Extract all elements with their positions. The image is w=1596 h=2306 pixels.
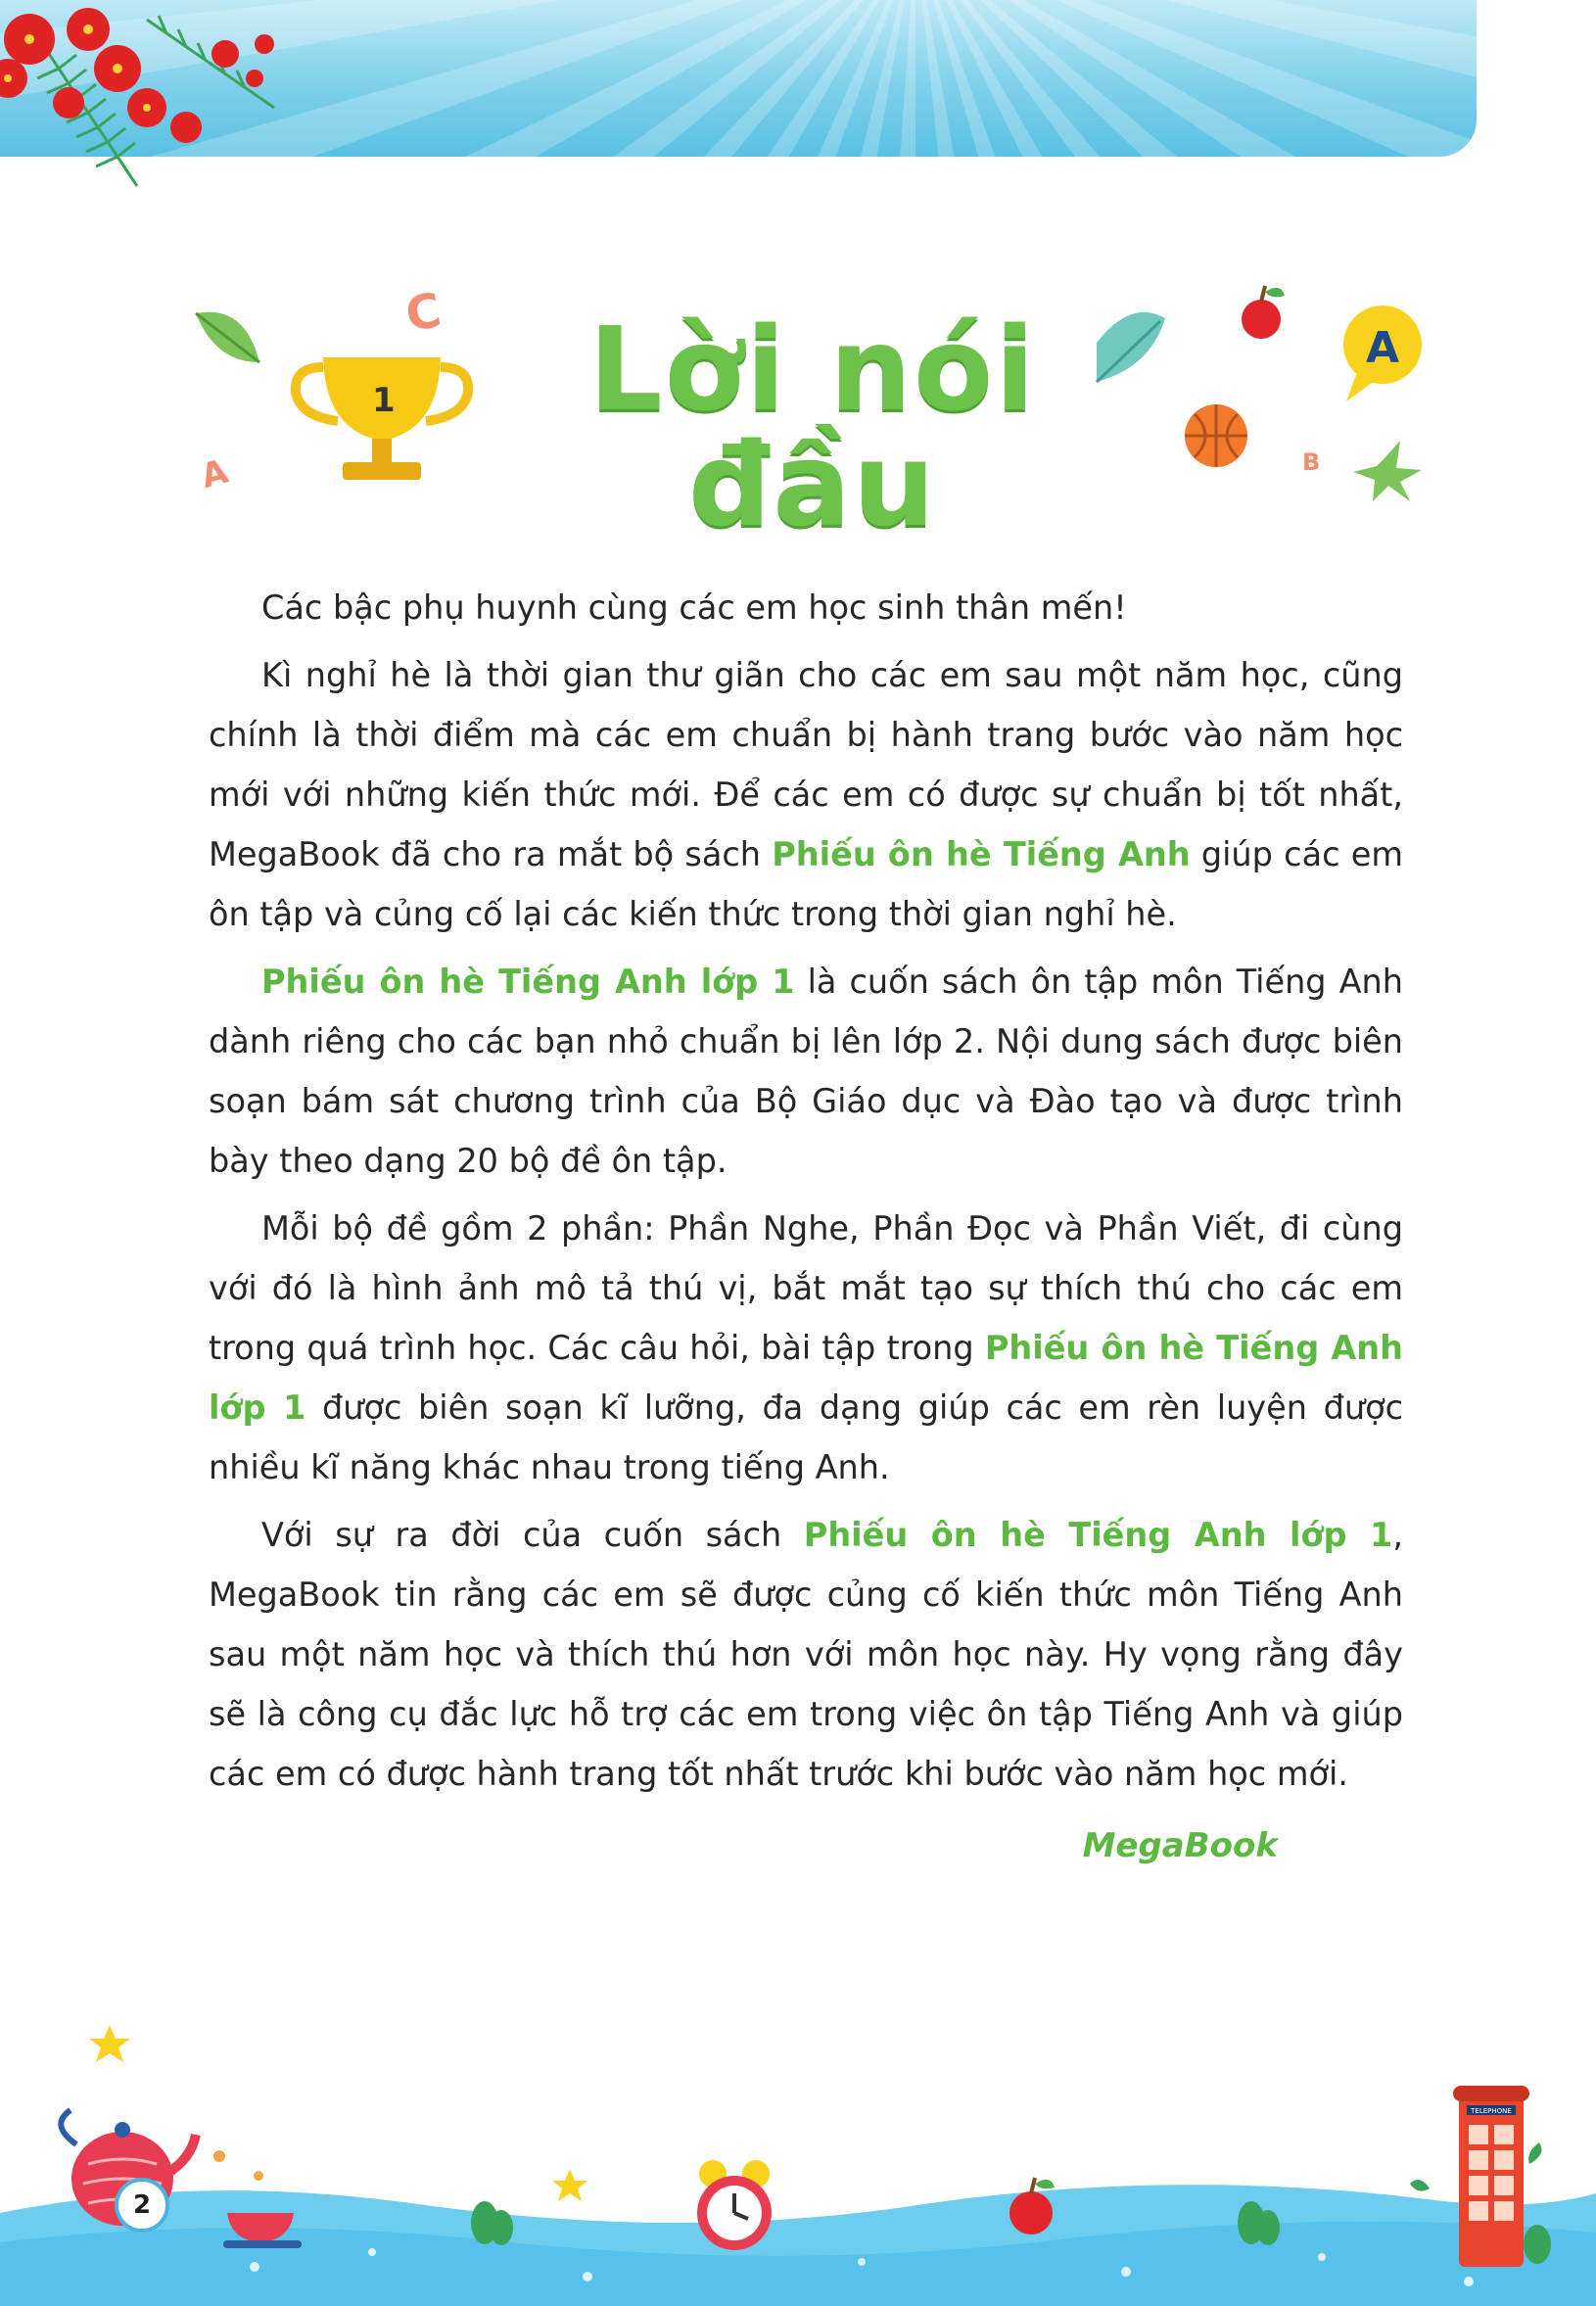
speech-bubble-icon: [1343, 306, 1422, 401]
text-run: là cuốn sách ôn tập môn Tiếng Anh dành riêng cho các bạn nhỏ chuẩn bị lên lớp 2. Nội dung sách được biên soạn bám sát chương trình của Bộ Giáo dục và Đào tạo và được trình bày theo dạng 20 bộ đề ôn tập.: [209, 963, 1403, 1180]
text-run: giúp các em ôn tập và củng cố lại các kiến thức trong thời gian nghỉ hè.: [209, 835, 1403, 933]
book-title-highlight: Phiếu ôn hè Tiếng Anh lớp 1: [261, 963, 795, 1001]
alarm-clock-icon: [697, 2160, 772, 2250]
text-run: , MegaBook tin rằng các em sẽ được củng cố kiến thức môn Tiếng Anh sau một năm học và thích thú hơn với môn học này. Hy vọng rằng đây sẽ là công cụ đắc lực hỗ trợ các em trong việc ôn tập Tiếng Anh và giúp các em có được hành trang tốt nhất trước khi bước vào năm học mới.: [209, 1516, 1403, 1793]
page-number: 2: [115, 2178, 169, 2233]
apple-icon: [1009, 2178, 1055, 2235]
leaf-icon: [196, 312, 259, 362]
paragraph-closing: [209, 1505, 1403, 1804]
paragraph-intro: [209, 645, 1403, 944]
leaf-icon: [1353, 441, 1422, 501]
text-run: Kì nghỉ hè là thời gian thư giãn cho các em sau một năm học, cũng chính là thời điểm mà các em chuẩn bị hành trang bước vào năm học mới với những kiến thức mới. Để các em có được sự chuẩn bị tốt nhất, MegaBook đã cho ra mắt bộ sách: [209, 656, 1403, 873]
paragraph-greeting: Các bậc phụ huynh cùng các em học sinh thân mến!: [261, 588, 1127, 627]
bush-icon: [1238, 2201, 1280, 2245]
book-title-highlight: Phiếu ôn hè Tiếng Anh: [772, 835, 1191, 873]
basketball-icon: [1185, 404, 1247, 467]
text-run: được biên soạn kĩ lưỡng, đa dạng giúp các em rèn luyện được nhiều kĩ năng khác nhau trong tiếng Anh.: [209, 1388, 1403, 1486]
bush-icon: [471, 2201, 513, 2245]
text-run: Với sự ra đời của cuốn sách: [261, 1516, 804, 1554]
trophy-icon: [296, 357, 468, 480]
bottom-decorations: [0, 2017, 1596, 2272]
decor-letter-c: C: [401, 282, 446, 344]
phone-booth-icon: [1410, 2086, 1551, 2267]
paragraph-structure: [209, 1199, 1403, 1497]
teacup-icon: [213, 2150, 302, 2248]
decor-letter-b-small: B: [1302, 448, 1321, 476]
phone-booth-label: TELEPHONE: [1471, 2107, 1512, 2115]
decor-letter-a-bubble: A: [1366, 323, 1400, 373]
book-title-highlight: Phiếu ôn hè Tiếng Anh lớp 1: [209, 1329, 1403, 1427]
decor-letter-a-small: A: [197, 451, 233, 497]
flower-corner-decoration: [0, 0, 313, 196]
book-title-highlight: Phiếu ôn hè Tiếng Anh lớp 1: [803, 1516, 1393, 1554]
signature: MegaBook: [1082, 1826, 1278, 1865]
foreword-body: [209, 578, 1403, 1812]
star-icon: [89, 2025, 130, 2062]
star-icon: [552, 2169, 587, 2201]
apple-icon: [1242, 286, 1285, 339]
text-run: Mỗi bộ đề gồm 2 phần: Phần Nghe, Phần Đọc và Phần Viết, đi cùng với đó là hình ảnh mô tả thú vị, bắt mắt tạo sự thích thú cho các em trong quá trình học. Các câu hỏi, bài tập trong: [209, 1209, 1403, 1367]
trophy-number: 1: [372, 381, 396, 420]
page-title: Lời nói đầu: [588, 302, 1037, 552]
paragraph-description: [209, 952, 1403, 1191]
